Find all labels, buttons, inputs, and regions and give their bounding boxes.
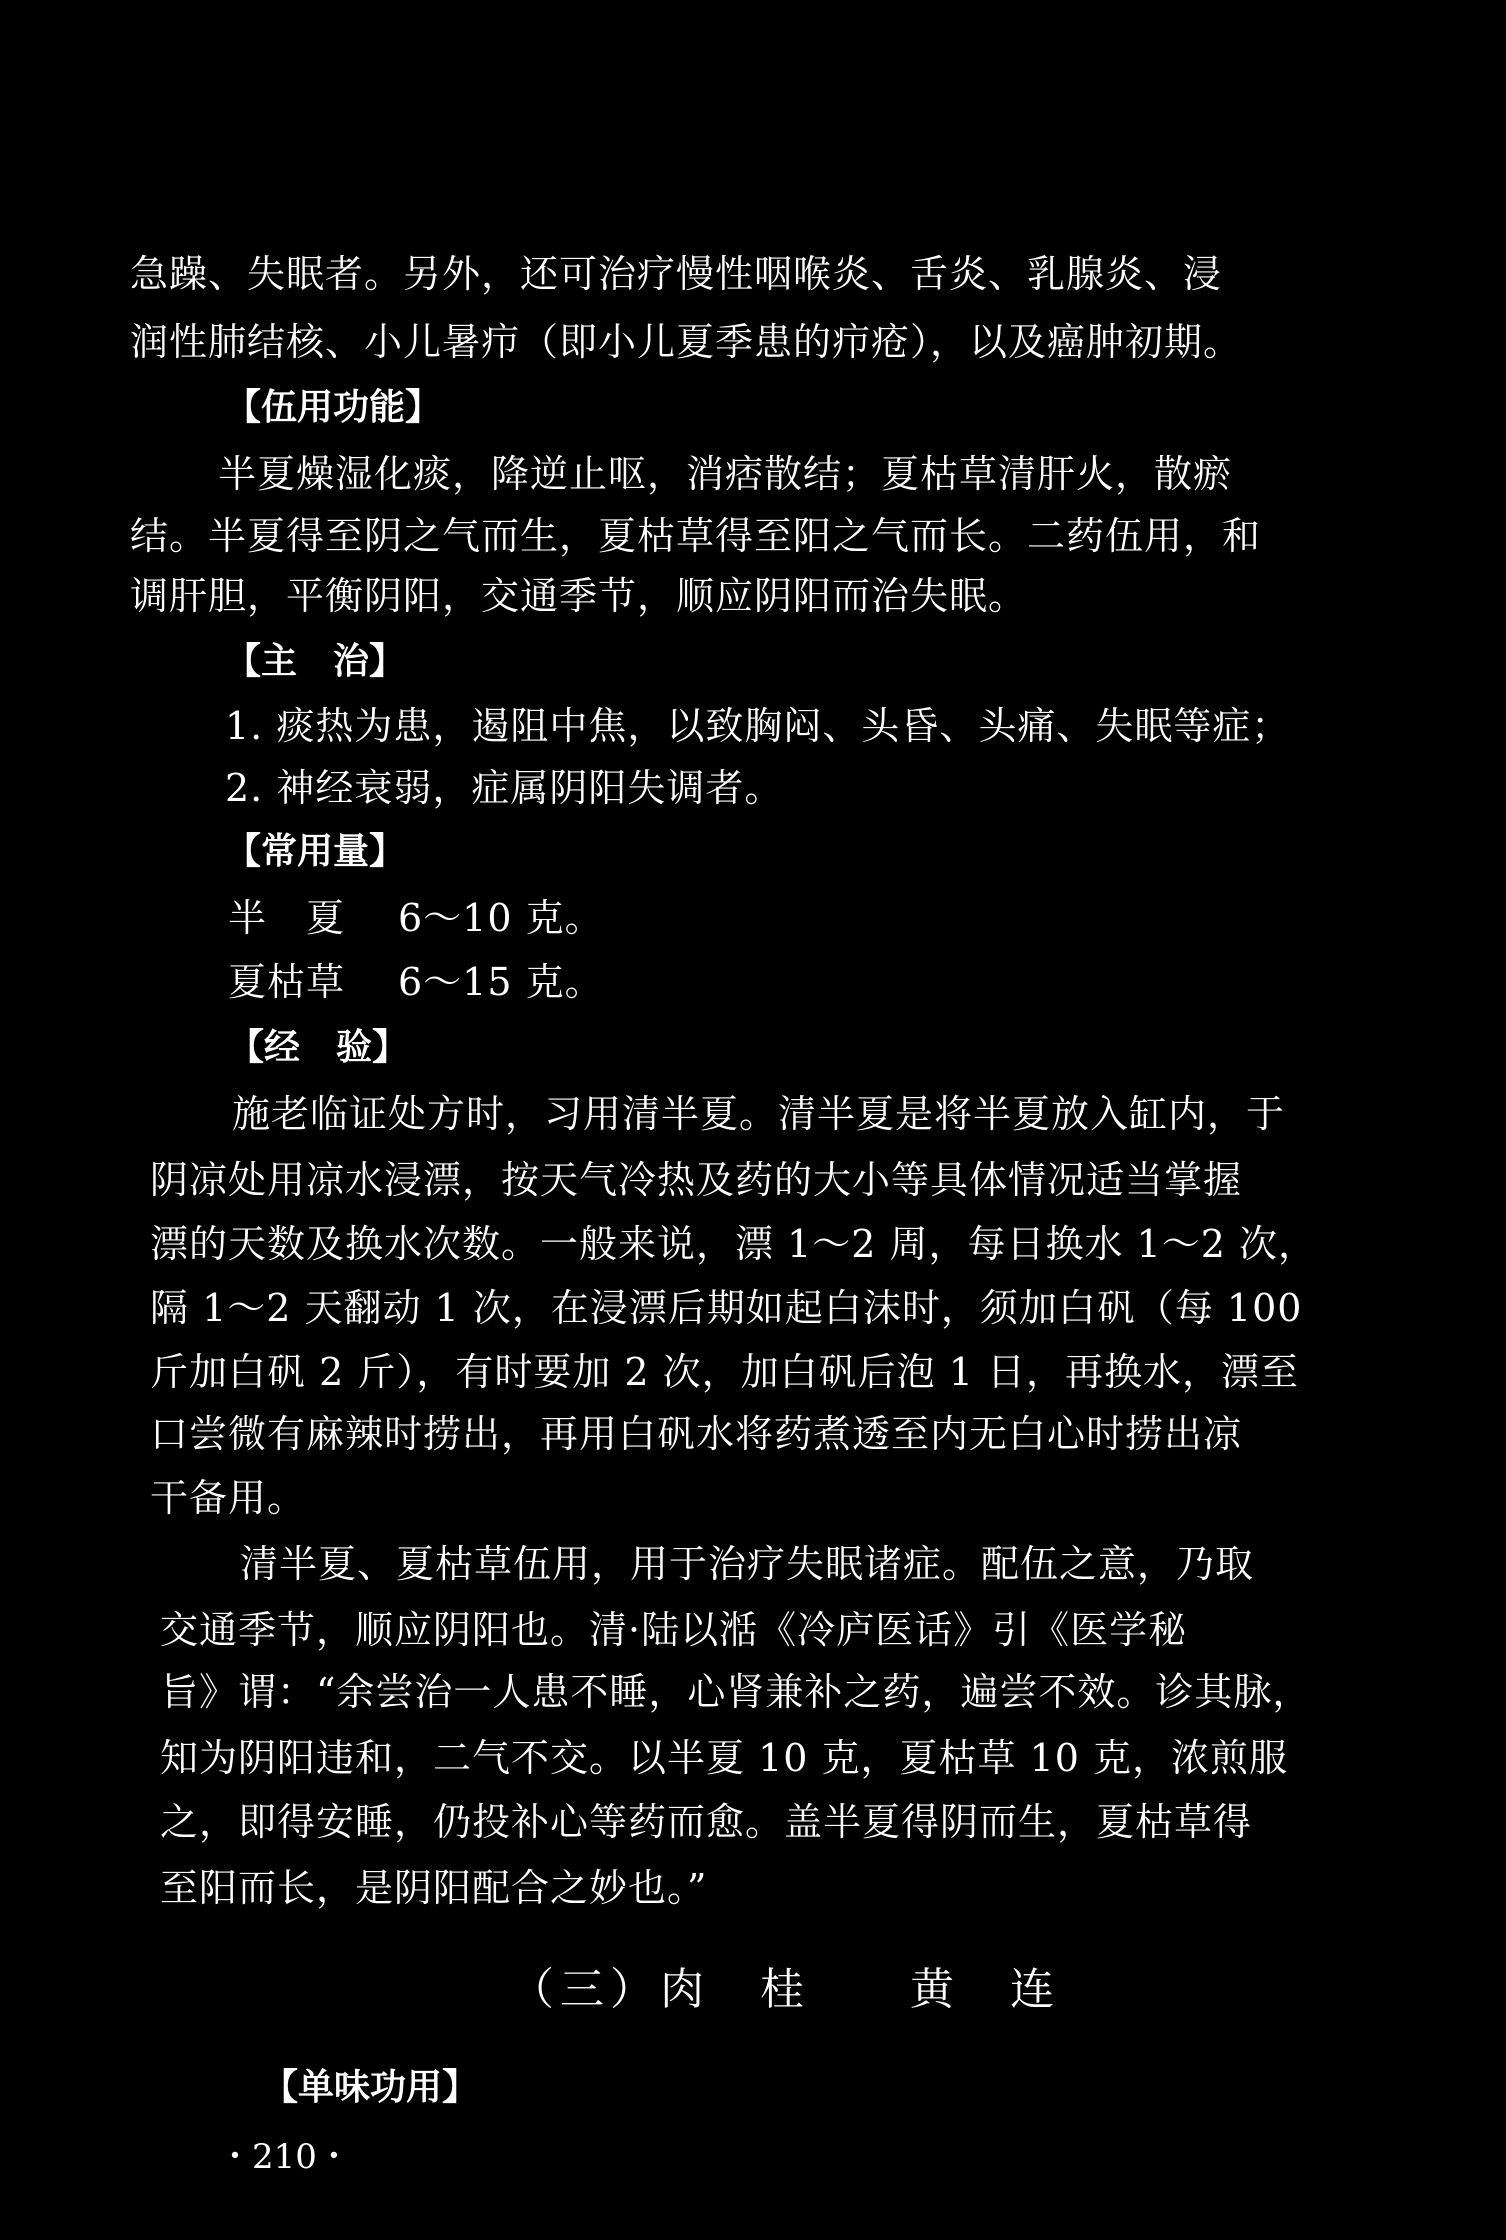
dosage-heading: 【常用量】 xyxy=(225,831,406,872)
combined-function-heading: 【伍用功能】 xyxy=(225,387,442,428)
combined-function-line-3: 调肝胆，平衡阴阳，交通季节，顺应阴阳而治失眠。 xyxy=(130,574,1028,618)
dosage-amount: 6～15 克。 xyxy=(398,960,604,1004)
experience-p2-line-2: 交通季节，顺应阴阳也。清·陆以湉《冷庐医话》引《医学秘 xyxy=(160,1608,1188,1652)
combined-function-line-2: 结。半夏得至阴之气而生，夏枯草得至阳之气而长。二药伍用，和 xyxy=(130,514,1262,558)
single-herb-heading: 【单味功用】 xyxy=(262,2067,479,2108)
experience-p1-line-1: 施老临证处方时，习用清半夏。清半夏是将半夏放入缸内，于 xyxy=(232,1092,1286,1136)
intro-line-2: 润性肺结核、小儿暑疖（即小儿夏季患的疖疮），以及癌肿初期。 xyxy=(130,320,1243,364)
experience-p2-line-5: 之，即得安睡，仍投补心等药而愈。盖半夏得阴而生，夏枯草得 xyxy=(160,1800,1253,1844)
section-title: （三）肉 桂 黄 连 xyxy=(510,1964,1060,2015)
experience-p2-line-6: 至阳而长，是阴阳配合之妙也。” xyxy=(160,1866,708,1910)
experience-p1-line-4: 隔 1～2 天翻动 1 次，在浸漂后期如起白沫时，须加白矾（每 100 xyxy=(150,1286,1303,1330)
indication-item-2: 2. 神经衰弱，症属阴阳失调者。 xyxy=(225,766,784,810)
page-number: ・210・ xyxy=(218,2137,351,2177)
experience-p1-line-2: 阴凉处用凉水浸漂，按天气冷热及药的大小等具体情况适当掌握 xyxy=(150,1158,1243,1202)
experience-p2-line-4: 知为阴阳违和，二气不交。以半夏 10 克，夏枯草 10 克，浓煎服 xyxy=(160,1736,1289,1780)
experience-p1-line-3: 漂的天数及换水次数。一般来说，漂 1～2 周，每日换水 1～2 次， xyxy=(150,1222,1318,1266)
dosage-row xyxy=(228,952,604,1012)
experience-p2-line-3: 旨》谓：“余尝治一人患不睡，心肾兼补之药，遍尝不效。诊其脉， xyxy=(160,1670,1312,1714)
experience-p1-line-7: 干备用。 xyxy=(150,1476,307,1520)
experience-p1-line-5: 斤加白矾 2 斤），有时要加 2 次，加白矾后泡 1 日，再换水，漂至 xyxy=(150,1350,1300,1394)
dosage-herb-name: 半 夏 xyxy=(228,896,346,940)
dosage-row xyxy=(228,888,604,948)
combined-function-line-1: 半夏燥湿化痰，降逆止呕，消痞散结；夏枯草清肝火，散瘀 xyxy=(218,452,1233,496)
dosage-amount: 6～10 克。 xyxy=(398,896,604,940)
experience-p1-line-6: 口尝微有麻辣时捞出，再用白矾水将药煮透至内无白心时捞出凉 xyxy=(150,1412,1243,1456)
indication-item-1: 1. 痰热为患，遏阻中焦，以致胸闷、头昏、头痛、失眠等症； xyxy=(225,704,1291,748)
experience-heading: 【经 验】 xyxy=(228,1027,409,1068)
experience-p2-line-1: 清半夏、夏枯草伍用，用于治疗失眠诸症。配伍之意，乃取 xyxy=(240,1542,1255,1586)
intro-line-1: 急躁、失眠者。另外，还可治疗慢性咽喉炎、舌炎、乳腺炎、浸 xyxy=(130,252,1223,296)
dosage-herb-name: 夏枯草 xyxy=(228,960,346,1004)
indications-heading: 【主 治】 xyxy=(225,641,406,682)
